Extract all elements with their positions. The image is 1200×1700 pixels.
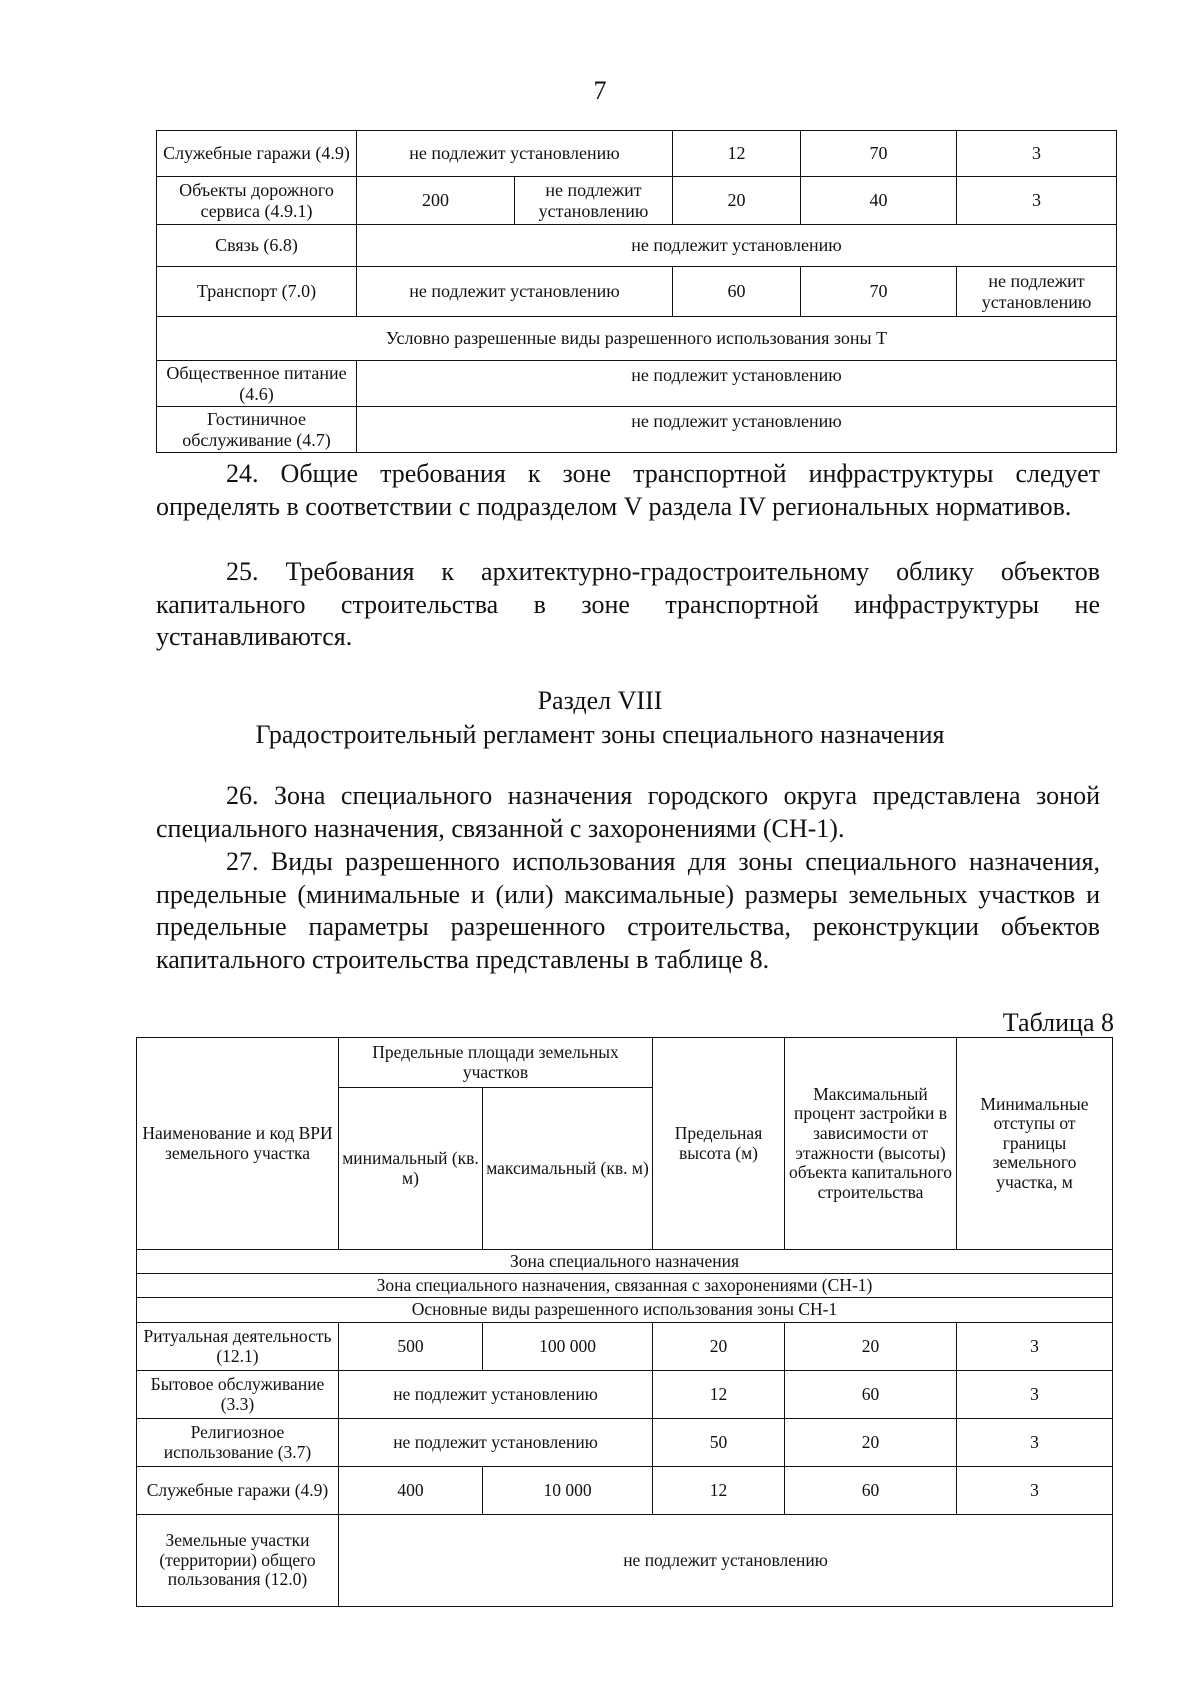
percent-cell: 70 [801,267,957,317]
zone-header: Зона специального назначения [137,1250,1113,1274]
header-name: Наименование и код ВРИ земельного участка [137,1038,339,1250]
percent-cell: 60 [785,1371,957,1419]
height-cell: 50 [653,1419,785,1467]
table-row [137,1323,1113,1371]
row-name: Бытовое обслуживание (3.3) [137,1371,339,1419]
header-row [137,1038,1113,1088]
header-percent: Максимальный процент застройки в зависимости от этажности (высоты) объекта капитального строительства [785,1038,957,1250]
section-subtitle: Градостроительный регламент зоны специального назначения [255,720,945,749]
table-8 [136,1037,1113,1607]
min-cell: 200 [357,177,515,225]
merged-cell: не подлежит установлению [357,225,1117,267]
row-name: Общественное питание (4.6) [157,361,357,407]
percent-cell: 70 [801,131,957,177]
header-setback: Минимальные отступы от границы земельного участка, м [957,1038,1113,1250]
paragraph-25: 25. Требования к архитектурно-градостроительному облику объектов капитального строительства в зоне транспортной инфраструктуры не устанавливаются. [156,557,1100,651]
min-cell: 400 [339,1467,483,1515]
section-title: Раздел VIII [537,686,663,715]
section-header-row [137,1250,1113,1274]
table-row [137,1371,1113,1419]
row-name: Транспорт (7.0) [157,267,357,317]
table-row [157,267,1117,317]
merged-cell: не подлежит установлению [357,131,673,177]
percent-cell: 40 [801,177,957,225]
subzone-header: Зона специального назначения, связанная с захоронениями (СН-1) [137,1274,1113,1298]
setback-cell: 3 [957,177,1117,225]
percent-cell: 60 [785,1467,957,1515]
setback-cell: 3 [957,131,1117,177]
merged-cell: не подлежит установлению [357,267,673,317]
row-name: Земельные участки (территории) общего пользования (12.0) [137,1515,339,1607]
min-cell: 500 [339,1323,483,1371]
height-cell: 20 [653,1323,785,1371]
max-cell: не подлежит установлению [515,177,673,225]
row-name: Служебные гаражи (4.9) [137,1467,339,1515]
table-caption: Таблица 8 [1002,1008,1114,1037]
table-row [157,177,1117,225]
header-max: максимальный (кв. м) [483,1088,653,1250]
row-name: Служебные гаражи (4.9) [157,131,357,177]
height-cell: 12 [653,1371,785,1419]
paragraph-24: 24. Общие требования к зоне транспортной инфраструктуры следует определять в соответствии с подразделом V раздела IV региональных нормативов. [156,459,1100,521]
table-row [157,407,1117,453]
setback-cell: 3 [957,1419,1113,1467]
row-name: Объекты дорожного сервиса (4.9.1) [157,177,357,225]
section-header-row [137,1298,1113,1323]
table-row [137,1467,1113,1515]
paragraph-26: 26. Зона специального назначения городского округа представлена зоной специального назначения, связанной с захоронениями (СН-1). [156,781,1100,843]
header-height: Предельная высота (м) [653,1038,785,1250]
row-name: Ритуальная деятельность (12.1) [137,1323,339,1371]
setback-cell: не подлежит установлению [957,267,1117,317]
section-header-row [137,1274,1113,1298]
merged-cell: не подлежит установлению [357,361,1117,407]
table-row [137,1419,1113,1467]
header-min: минимальный (кв. м) [339,1088,483,1250]
percent-cell: 20 [785,1419,957,1467]
paragraph-27: 27. Виды разрешенного использования для зоны специального назначения, предельные (минимальные и (или) максимальные) размеры земельных участков и предельные параметры разрешенного строительства, реконструкции объектов капитального строительства представлены в таблице 8. [156,847,1100,974]
setback-cell: 3 [957,1467,1113,1515]
section-header-row [157,317,1117,361]
merged-cell: не подлежит установлению [339,1515,1113,1607]
row-name: Религиозное использование (3.7) [137,1419,339,1467]
table-row [157,225,1117,267]
top-table [156,130,1117,453]
height-cell: 60 [673,267,801,317]
conditional-uses-header: Условно разрешенные виды разрешенного использования зоны Т [157,317,1117,361]
max-cell: 10 000 [483,1467,653,1515]
table-row [137,1515,1113,1607]
height-cell: 20 [673,177,801,225]
main-uses-header: Основные виды разрешенного использования зоны СН-1 [137,1298,1113,1323]
setback-cell: 3 [957,1371,1113,1419]
max-cell: 100 000 [483,1323,653,1371]
merged-cell: не подлежит установлению [339,1419,653,1467]
header-area-group: Предельные площади земельных участков [339,1038,653,1088]
table-row [157,361,1117,407]
page-number: 7 [593,76,607,105]
setback-cell: 3 [957,1323,1113,1371]
height-cell: 12 [673,131,801,177]
row-name: Гостиничное обслуживание (4.7) [157,407,357,453]
merged-cell: не подлежит установлению [339,1371,653,1419]
row-name: Связь (6.8) [157,225,357,267]
percent-cell: 20 [785,1323,957,1371]
merged-cell: не подлежит установлению [357,407,1117,453]
height-cell: 12 [653,1467,785,1515]
table-row [157,131,1117,177]
